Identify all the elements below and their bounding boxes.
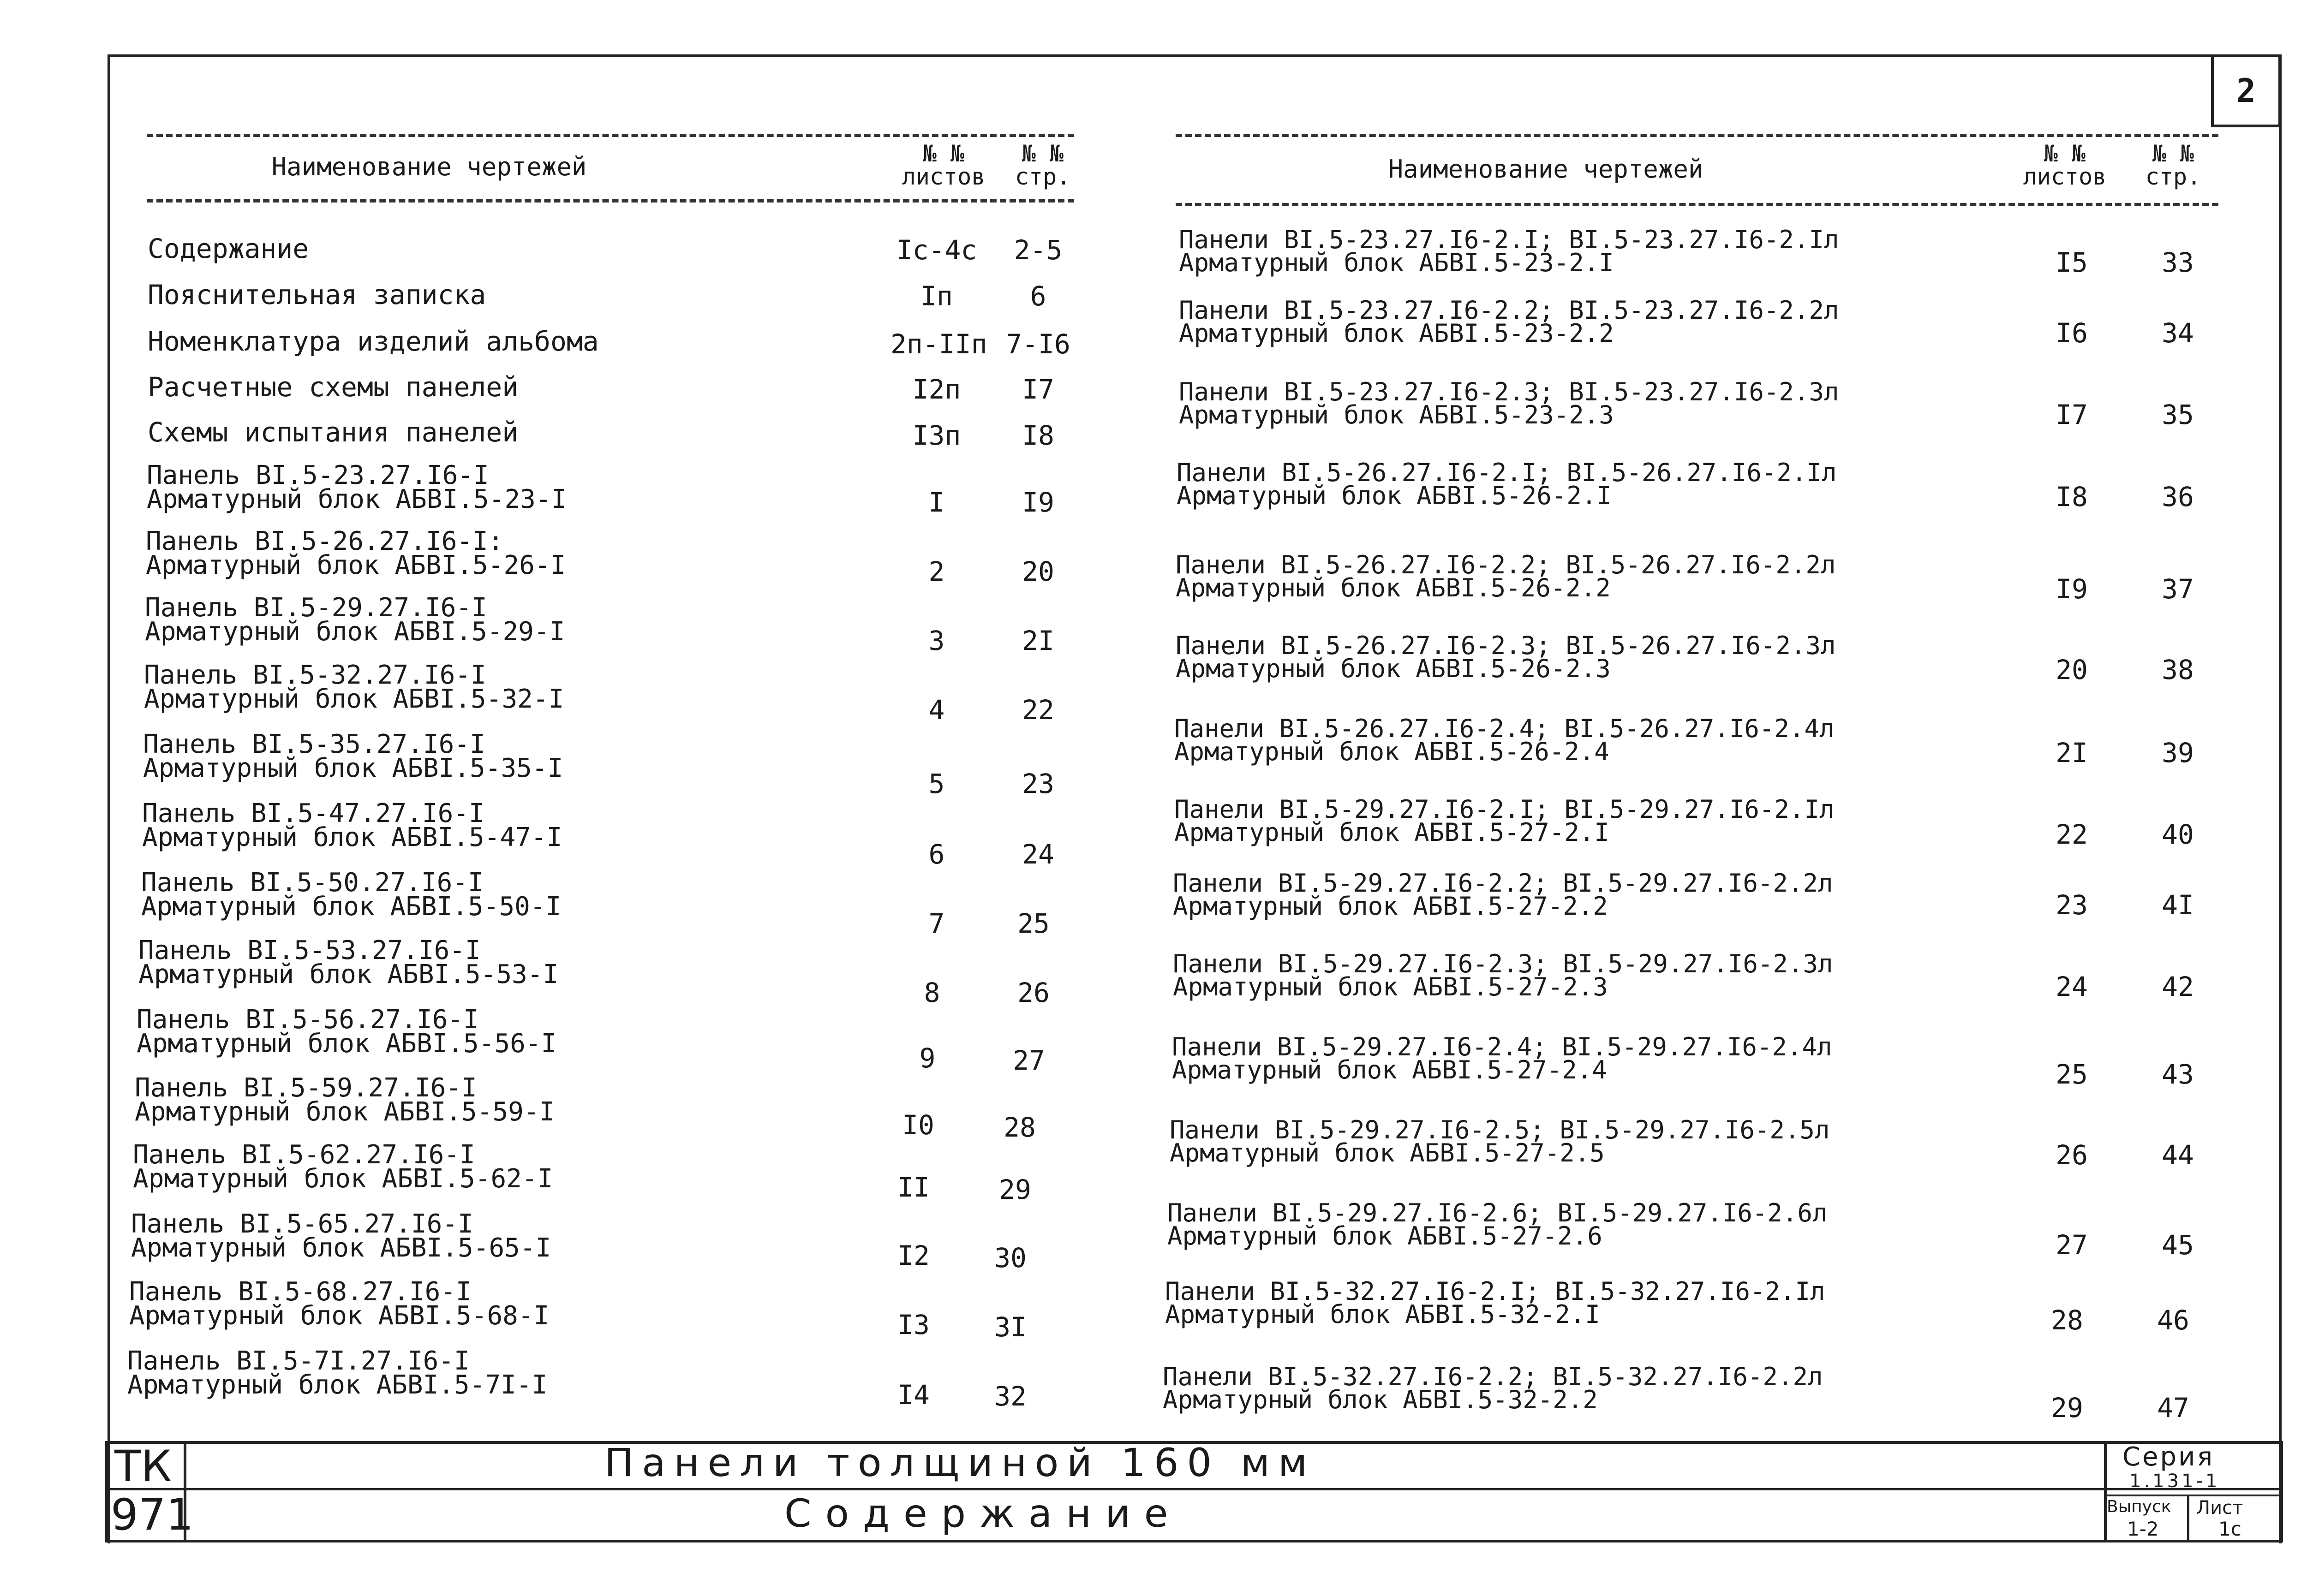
right-header-name: Наименование чертежей xyxy=(1388,155,1703,184)
left-row-title xyxy=(146,526,566,580)
right-row-line2: Арматурный блок АБВI.5-26-2.4 xyxy=(1174,737,1609,766)
right-row-page: 38 xyxy=(2162,654,2194,685)
left-row-page: 26 xyxy=(1017,977,1050,1008)
left-row-line1: Панель BI.5-47.27.I6-I xyxy=(142,798,484,828)
right-row-sheet: 29 xyxy=(2051,1392,2083,1423)
left-header-sheets-l2: листов xyxy=(902,163,986,190)
left-row-title xyxy=(147,460,567,514)
right-header-pages xyxy=(2132,142,2215,188)
issue-sheet-divider xyxy=(2187,1495,2189,1542)
right-header-top-rule xyxy=(1176,134,2218,137)
left-row-line2: Арматурный блок АБВI.5-62-I xyxy=(133,1164,553,1194)
right-row-line1: Панели BI.5-26.27.I6-2.4; BI.5-26.27.I6-2.4л xyxy=(1174,714,1835,743)
left-row-page: 7-I6 xyxy=(1006,328,1070,360)
page-number-box xyxy=(2211,54,2281,127)
right-row-sheet: 25 xyxy=(2056,1059,2088,1090)
right-row-page: 44 xyxy=(2162,1139,2194,1171)
right-row-line1: Панели BI.5-23.27.I6-2.I; BI.5-23.27.I6-2.Iл xyxy=(1179,225,1839,254)
left-row-line1: Панель BI.5-35.27.I6-I xyxy=(143,729,485,759)
left-row-line1: Панель BI.5-56.27.I6-I xyxy=(137,1005,479,1035)
left-row-page: 25 xyxy=(1017,908,1050,939)
right-row-line2: Арматурный блок АБВI.5-23-2.I xyxy=(1179,248,1614,277)
left-header-name: Наименование чертежей xyxy=(271,152,587,181)
left-row-title xyxy=(144,660,564,714)
left-row-line2: Арматурный блок АБВI.5-65-I xyxy=(131,1233,551,1263)
left-row-line2: Арматурный блок АБВI.5-35-I xyxy=(143,753,563,783)
left-row-page: 20 xyxy=(1022,556,1054,587)
right-row-line1: Панели BI.5-29.27.I6-2.4; BI.5-29.27.I6-2.4л xyxy=(1172,1032,1832,1061)
left-row-sheet: 8 xyxy=(924,977,940,1008)
right-row-line1: Панели BI.5-26.27.I6-2.3; BI.5-26.27.I6-2.3л xyxy=(1176,631,1836,660)
right-row-sheet: 22 xyxy=(2056,819,2088,850)
issue-top-line xyxy=(2104,1495,2282,1496)
sheet-label: Лист xyxy=(2196,1497,2243,1519)
left-row-page: I9 xyxy=(1022,487,1054,518)
left-row-title xyxy=(137,1005,557,1059)
series-divider xyxy=(2104,1441,2107,1542)
left-row-line1: Панель BI.5-59.27.I6-I xyxy=(135,1073,477,1103)
left-row-title: Схемы испытания панелей xyxy=(148,417,519,448)
right-header-bottom-rule xyxy=(1176,203,2218,206)
left-header-sheets-l1: № № xyxy=(922,140,965,167)
left-row-line1: Панель BI.5-53.27.I6-I xyxy=(138,935,481,965)
left-row-page: 30 xyxy=(994,1242,1027,1274)
right-row-sheet: 28 xyxy=(2051,1304,2083,1336)
right-row-sheet: I5 xyxy=(2056,247,2088,278)
left-row-line2: Арматурный блок АБВI.5-26-I xyxy=(146,550,566,580)
right-row-line1: Панели BI.5-32.27.I6-2.I; BI.5-32.27.I6-2.Iл xyxy=(1165,1277,1825,1306)
left-row-line2: Арматурный блок АБВI.5-47-I xyxy=(142,822,562,852)
left-row-line1: Панель BI.5-65.27.I6-I xyxy=(131,1209,473,1239)
left-row-page: I8 xyxy=(1022,420,1054,451)
right-row-page: 37 xyxy=(2162,573,2194,605)
right-row-title xyxy=(1165,1277,1825,1329)
left-row-line1: Панель BI.5-7I.27.I6-I xyxy=(127,1346,470,1376)
right-row-title xyxy=(1174,795,1835,847)
right-row-title xyxy=(1176,631,1836,683)
right-row-sheet: 24 xyxy=(2056,971,2088,1002)
right-row-line2: Арматурный блок АБВI.5-27-2.3 xyxy=(1173,972,1608,1001)
left-row-line1: Панель BI.5-50.27.I6-I xyxy=(141,868,484,898)
title-block-right-edge xyxy=(2280,1441,2283,1542)
left-row-line1: Панель BI.5-62.27.I6-I xyxy=(133,1140,475,1170)
right-row-sheet: 2I xyxy=(2056,737,2088,768)
right-row-line2: Арматурный блок АБВI.5-26-2.I xyxy=(1177,481,1612,510)
left-row-page: 27 xyxy=(1013,1045,1045,1076)
left-row-line2: Арматурный блок АБВI.5-7I-I xyxy=(127,1370,548,1400)
right-row-title xyxy=(1167,1198,1828,1251)
right-row-page: 47 xyxy=(2157,1392,2189,1423)
right-row-line1: Панели BI.5-29.27.I6-2.6; BI.5-29.27.I6-2.6л xyxy=(1167,1198,1828,1227)
right-row-title xyxy=(1170,1115,1830,1167)
right-row-title xyxy=(1176,550,1836,602)
right-row-page: 46 xyxy=(2157,1304,2189,1336)
left-row-title xyxy=(129,1277,550,1331)
right-row-line2: Арматурный блок АБВI.5-27-2.5 xyxy=(1170,1138,1605,1167)
right-row-title xyxy=(1163,1362,1823,1414)
left-row-page: 29 xyxy=(999,1174,1031,1205)
right-row-line1: Панели BI.5-23.27.I6-2.2; BI.5-23.27.I6-2.2л xyxy=(1179,296,1839,325)
left-row-page: 6 xyxy=(1030,280,1046,312)
right-row-line2: Арматурный блок АБВI.5-32-2.2 xyxy=(1163,1385,1598,1414)
left-row-page: 23 xyxy=(1022,768,1054,799)
left-row-title xyxy=(135,1073,555,1127)
stamp-top: ТК xyxy=(114,1441,172,1492)
right-row-sheet: I6 xyxy=(2056,317,2088,349)
left-row-page: 3I xyxy=(994,1311,1027,1343)
left-row-sheet: I2п xyxy=(912,374,961,405)
series-label: Серия xyxy=(2122,1442,2215,1472)
left-row-sheet: Iп xyxy=(920,280,953,312)
right-row-line1: Панели BI.5-29.27.I6-2.5; BI.5-29.27.I6-2.5л xyxy=(1170,1115,1830,1144)
right-header-sheets-l2: листов xyxy=(2023,163,2107,190)
right-row-line1: Панели BI.5-29.27.I6-2.I; BI.5-29.27.I6-2.Iл xyxy=(1174,795,1835,824)
right-row-line1: Панели BI.5-29.27.I6-2.3; BI.5-29.27.I6-2.3л xyxy=(1173,949,1833,978)
left-row-page: 22 xyxy=(1022,694,1054,726)
left-row-sheet: 4 xyxy=(928,694,945,726)
left-row-sheet: 2п-IIп xyxy=(891,328,987,360)
left-row-title xyxy=(145,593,565,647)
right-row-line1: Панели BI.5-26.27.I6-2.2; BI.5-26.27.I6-2.2л xyxy=(1176,550,1836,579)
right-row-title xyxy=(1174,714,1835,766)
left-row-title xyxy=(133,1140,553,1194)
drawing-subtitle: Содержание xyxy=(784,1491,1182,1536)
right-row-sheet: 20 xyxy=(2056,654,2088,685)
drawing-title: Панели толщиной 160 мм xyxy=(604,1440,1316,1485)
left-row-sheet: I2 xyxy=(897,1240,930,1271)
right-row-line1: Панели BI.5-26.27.I6-2.I; BI.5-26.27.I6-2.Iл xyxy=(1177,458,1837,487)
left-row-title xyxy=(143,729,563,783)
title-block-middle-line xyxy=(105,1488,2283,1490)
right-row-sheet: I7 xyxy=(2056,399,2088,430)
right-row-sheet: 27 xyxy=(2056,1229,2088,1261)
left-row-page: 2-5 xyxy=(1014,234,1063,266)
left-row-sheet: I xyxy=(928,487,945,518)
left-row-title xyxy=(142,798,562,852)
left-header-pages-l2: стр. xyxy=(1015,163,1071,190)
left-row-line2: Арматурный блок АБВI.5-53-I xyxy=(138,959,559,989)
left-row-sheet: Iс-4с xyxy=(896,234,977,266)
left-header-top-rule xyxy=(147,134,1074,137)
left-row-sheet: I3 xyxy=(897,1309,930,1340)
left-row-page: 32 xyxy=(994,1381,1027,1412)
right-row-line2: Арматурный блок АБВI.5-26-2.2 xyxy=(1176,573,1611,602)
left-row-sheet: 7 xyxy=(928,908,945,939)
issue-value: 1-2 xyxy=(2127,1518,2159,1540)
right-row-line2: Арматурный блок АБВI.5-27-2.I xyxy=(1174,818,1609,847)
left-row-sheet: I3п xyxy=(912,420,961,451)
left-row-line2: Арматурный блок АБВI.5-68-I xyxy=(129,1301,550,1331)
page-number: 2 xyxy=(2236,72,2256,110)
left-row-line2: Арматурный блок АБВI.5-50-I xyxy=(141,892,562,922)
right-row-line2: Арматурный блок АБВI.5-23-2.2 xyxy=(1179,319,1614,348)
right-row-page: 34 xyxy=(2162,317,2194,349)
left-row-title xyxy=(127,1346,548,1400)
right-header-pages-l1: № № xyxy=(2152,140,2194,167)
title-block-bottom-line xyxy=(105,1540,2283,1542)
left-row-line1: Панель BI.5-68.27.I6-I xyxy=(129,1277,472,1307)
left-row-sheet: 5 xyxy=(928,768,945,799)
left-row-title: Пояснительная записка xyxy=(148,279,486,310)
left-row-line2: Арматурный блок АБВI.5-59-I xyxy=(135,1097,555,1127)
right-row-sheet: I8 xyxy=(2056,481,2088,512)
left-row-line2: Арматурный блок АБВI.5-23-I xyxy=(147,484,567,514)
left-row-line2: Арматурный блок АБВI.5-32-I xyxy=(144,684,564,714)
left-row-sheet: 3 xyxy=(928,625,945,656)
left-row-sheet: I0 xyxy=(902,1109,934,1141)
left-row-title: Номенклатура изделий альбома xyxy=(148,326,599,357)
right-header-pages-l2: стр. xyxy=(2145,163,2201,190)
right-row-page: 33 xyxy=(2162,247,2194,278)
right-row-line1: Панели BI.5-23.27.I6-2.3; BI.5-23.27.I6-2.3л xyxy=(1179,377,1839,406)
left-row-title xyxy=(131,1209,551,1263)
right-row-page: 45 xyxy=(2162,1229,2194,1261)
left-header-bottom-rule xyxy=(147,199,1074,202)
right-row-sheet: 23 xyxy=(2056,889,2088,921)
right-row-line2: Арматурный блок АБВI.5-27-2.2 xyxy=(1173,892,1608,921)
right-row-page: 4I xyxy=(2162,889,2194,921)
left-row-sheet: 6 xyxy=(928,839,945,870)
right-row-title xyxy=(1177,458,1837,510)
right-row-page: 39 xyxy=(2162,737,2194,768)
right-row-line2: Арматурный блок АБВI.5-27-2.6 xyxy=(1167,1221,1602,1251)
left-row-sheet: 9 xyxy=(919,1042,936,1074)
left-row-page: 2I xyxy=(1022,625,1054,656)
right-row-page: 35 xyxy=(2162,399,2194,430)
right-row-title xyxy=(1173,869,1833,921)
right-row-page: 42 xyxy=(2162,971,2194,1002)
left-row-line1: Панель BI.5-26.27.I6-I: xyxy=(146,526,504,556)
right-row-page: 40 xyxy=(2162,819,2194,850)
left-row-line2: Арматурный блок АБВI.5-56-I xyxy=(137,1029,557,1059)
right-row-line2: Арматурный блок АБВI.5-27-2.4 xyxy=(1172,1055,1607,1084)
right-row-title xyxy=(1179,296,1839,348)
right-row-line2: Арматурный блок АБВI.5-32-2.I xyxy=(1165,1300,1600,1329)
right-row-page: 36 xyxy=(2162,481,2194,512)
right-row-line2: Арматурный блок АБВI.5-23-2.3 xyxy=(1179,400,1614,429)
right-row-title xyxy=(1173,949,1833,1001)
left-row-sheet: I4 xyxy=(897,1379,930,1411)
left-row-title: Расчетные схемы панелей xyxy=(148,371,519,403)
left-row-sheet: II xyxy=(897,1172,930,1203)
right-row-title xyxy=(1179,377,1839,429)
left-row-title: Содержание xyxy=(148,233,309,264)
left-row-sheet: 2 xyxy=(928,556,945,587)
right-row-sheet: I9 xyxy=(2056,573,2088,605)
left-header-sheets xyxy=(891,142,997,188)
left-row-page: 24 xyxy=(1022,839,1054,870)
left-row-title xyxy=(141,868,562,922)
left-row-page: 28 xyxy=(1004,1112,1036,1143)
right-header-sheets-l1: № № xyxy=(2044,140,2086,167)
left-row-title xyxy=(138,935,559,989)
right-header-sheets xyxy=(2012,142,2118,188)
right-row-sheet: 26 xyxy=(2056,1139,2088,1171)
right-row-line2: Арматурный блок АБВI.5-26-2.3 xyxy=(1176,654,1611,683)
stamp-bottom: 971 xyxy=(111,1490,194,1540)
left-row-line1: Панель BI.5-32.27.I6-I xyxy=(144,660,486,690)
right-row-line1: Панели BI.5-29.27.I6-2.2; BI.5-29.27.I6-2.2л xyxy=(1173,869,1833,898)
left-row-line1: Панель BI.5-23.27.I6-I xyxy=(147,460,489,490)
right-row-title xyxy=(1179,225,1839,277)
left-row-page: I7 xyxy=(1022,374,1054,405)
title-block-left-edge xyxy=(105,1441,108,1542)
left-row-line1: Панель BI.5-29.27.I6-I xyxy=(145,593,487,623)
left-header-pages-l1: № № xyxy=(1022,140,1064,167)
issue-label: Выпуск xyxy=(2107,1497,2171,1516)
left-header-pages xyxy=(1001,142,1084,188)
sheet-value: 1с xyxy=(2218,1518,2241,1540)
right-row-title xyxy=(1172,1032,1832,1084)
left-row-line2: Арматурный блок АБВI.5-29-I xyxy=(145,617,565,647)
right-row-page: 43 xyxy=(2162,1059,2194,1090)
series-value: 1.131-1 xyxy=(2129,1471,2220,1492)
right-row-line1: Панели BI.5-32.27.I6-2.2; BI.5-32.27.I6-2.2л xyxy=(1163,1362,1823,1391)
